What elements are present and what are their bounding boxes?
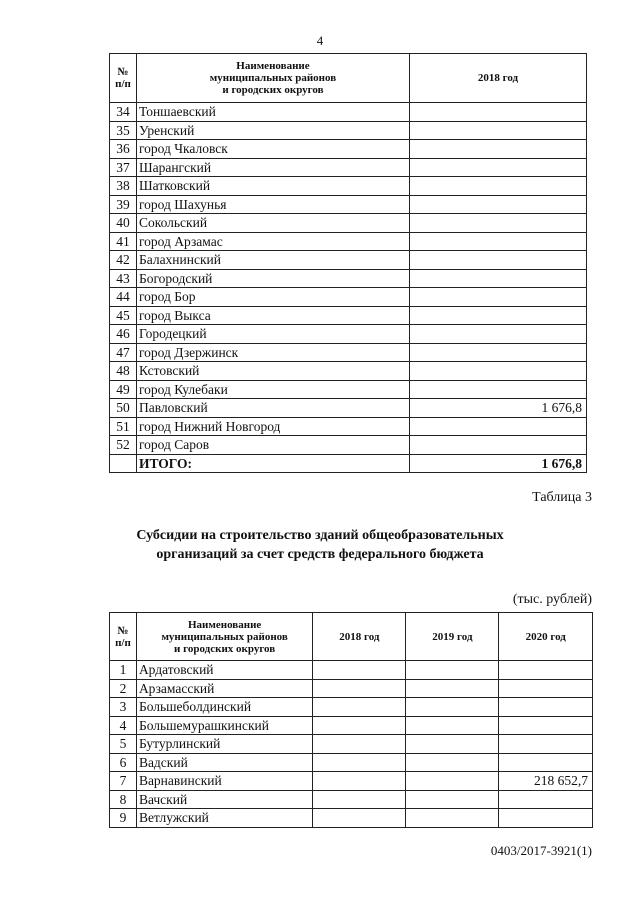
district-name: Богородский — [136, 269, 409, 288]
row-number: 49 — [110, 380, 137, 399]
value-2018 — [313, 790, 406, 809]
row-number: 48 — [110, 362, 137, 381]
subsidy-table-continued — [109, 53, 587, 473]
row-number: 38 — [110, 177, 137, 196]
table1-header-num-label: № п/п — [115, 66, 131, 90]
table2-header-2020: 2020 год — [499, 613, 593, 661]
row-number: 45 — [110, 306, 137, 325]
row-number: 52 — [110, 436, 137, 455]
table1-total-row — [110, 454, 587, 473]
table1-header-name-line1: Наименование — [236, 60, 310, 72]
district-name: Шарангский — [136, 158, 409, 177]
district-name: город Чкаловск — [136, 140, 409, 159]
table1-header-name-line2: муниципальных районов — [209, 72, 337, 84]
row-number: 47 — [110, 343, 137, 362]
row-number: 35 — [110, 121, 137, 140]
table-3-label: Таблица 3 — [532, 490, 592, 505]
value-2020 — [499, 735, 593, 754]
value-2020: 218 652,7 — [499, 772, 593, 791]
district-name: Вадский — [136, 753, 312, 772]
table-row — [110, 417, 587, 436]
value-2018 — [313, 716, 406, 735]
value-2019 — [406, 735, 499, 754]
table2-header-name-line2: муниципальных районов — [161, 630, 288, 643]
table2-header-2019: 2019 год — [406, 613, 499, 661]
district-name: город Бор — [136, 288, 409, 307]
value-2018 — [409, 269, 586, 288]
row-number: 50 — [110, 399, 137, 418]
value-2020 — [499, 679, 593, 698]
row-number: 39 — [110, 195, 137, 214]
row-number: 6 — [110, 753, 137, 772]
district-name: город Нижний Новгород — [136, 417, 409, 436]
table2-header-num-label: № п/п — [115, 624, 131, 649]
value-2018 — [409, 232, 586, 251]
table-row — [110, 158, 587, 177]
table-3-title-line1: Субсидии на строительство зданий общеобразовательных — [136, 528, 504, 543]
row-number: 46 — [110, 325, 137, 344]
row-number: 8 — [110, 790, 137, 809]
value-2018 — [313, 735, 406, 754]
table2-header-row — [110, 613, 593, 661]
table2-header-name-line3: и городских округов — [174, 642, 276, 655]
subsidy-table-3 — [109, 612, 593, 828]
district-name: Павловский — [136, 399, 409, 418]
value-2018 — [409, 306, 586, 325]
table-row — [110, 753, 593, 772]
value-2019 — [406, 790, 499, 809]
table-row — [110, 232, 587, 251]
district-name: город Шахунья — [136, 195, 409, 214]
table-row — [110, 399, 587, 418]
district-name: Сокольский — [136, 214, 409, 233]
row-number: 3 — [110, 698, 137, 717]
table-row — [110, 251, 587, 270]
table-row — [110, 772, 593, 791]
row-number: 41 — [110, 232, 137, 251]
table-row — [110, 716, 593, 735]
district-name: город Арзамас — [136, 232, 409, 251]
district-name: Арзамасский — [136, 679, 312, 698]
table1-header-row — [110, 54, 587, 103]
district-name: Варнавинский — [136, 772, 312, 791]
page-number: 4 — [316, 33, 324, 48]
row-number: 37 — [110, 158, 137, 177]
row-number: 7 — [110, 772, 137, 791]
row-number: 4 — [110, 716, 137, 735]
row-number: 5 — [110, 735, 137, 754]
table1-total-num — [110, 454, 137, 473]
district-name: Ветлужский — [136, 809, 312, 828]
row-number: 40 — [110, 214, 137, 233]
table-row — [110, 679, 593, 698]
table-row — [110, 325, 587, 344]
value-2020 — [499, 809, 593, 828]
table2-header-2018: 2018 год — [313, 613, 406, 661]
value-2018: 1 676,8 — [409, 399, 586, 418]
document-code: 0403/2017-3921(1) — [490, 843, 592, 858]
table-row — [110, 177, 587, 196]
value-2020 — [499, 716, 593, 735]
district-name: Городецкий — [136, 325, 409, 344]
table1-total-2018: 1 676,8 — [409, 454, 586, 473]
table-3-title-line2: организаций за счет средств федерального бюджета — [156, 547, 484, 562]
table-row — [110, 306, 587, 325]
district-name: город Выкса — [136, 306, 409, 325]
table-row — [110, 288, 587, 307]
table2-header-name — [136, 613, 312, 661]
table2-header-name-line1: Наименование — [187, 618, 262, 631]
row-number: 1 — [110, 661, 137, 680]
table-row — [110, 214, 587, 233]
value-2019 — [406, 679, 499, 698]
table2-header-num — [110, 613, 137, 661]
district-name: Бутурлинский — [136, 735, 312, 754]
row-number: 42 — [110, 251, 137, 270]
value-2018 — [409, 103, 586, 122]
value-2018 — [409, 288, 586, 307]
district-name: Вачский — [136, 790, 312, 809]
row-number: 9 — [110, 809, 137, 828]
value-2018 — [409, 140, 586, 159]
row-number: 34 — [110, 103, 137, 122]
value-2019 — [406, 661, 499, 680]
table-row — [110, 140, 587, 159]
value-2018 — [313, 698, 406, 717]
table-row — [110, 103, 587, 122]
district-name: Кстовский — [136, 362, 409, 381]
table-row — [110, 343, 587, 362]
table-row — [110, 809, 593, 828]
district-name: Шатковский — [136, 177, 409, 196]
table-row — [110, 121, 587, 140]
table-row — [110, 661, 593, 680]
value-2018 — [313, 679, 406, 698]
row-number: 44 — [110, 288, 137, 307]
value-2019 — [406, 698, 499, 717]
units-label: (тыс. рублей) — [512, 592, 592, 607]
value-2018 — [409, 121, 586, 140]
value-2018 — [313, 809, 406, 828]
district-name: город Кулебаки — [136, 380, 409, 399]
table-row — [110, 436, 587, 455]
table-row — [110, 698, 593, 717]
value-2020 — [499, 790, 593, 809]
value-2018 — [409, 380, 586, 399]
value-2018 — [409, 214, 586, 233]
value-2018 — [409, 158, 586, 177]
value-2018 — [409, 325, 586, 344]
value-2018 — [409, 417, 586, 436]
district-name: Тоншаевский — [136, 103, 409, 122]
table-row — [110, 790, 593, 809]
value-2019 — [406, 809, 499, 828]
table-3-title — [0, 526, 640, 564]
value-2018 — [409, 251, 586, 270]
row-number: 51 — [110, 417, 137, 436]
table2-body — [110, 661, 593, 828]
table1-header-num — [110, 54, 137, 103]
table1-header-name-line3: и городских округов — [222, 84, 324, 96]
table-row — [110, 362, 587, 381]
table-row — [110, 195, 587, 214]
value-2018 — [313, 753, 406, 772]
table1-body — [110, 103, 587, 455]
value-2020 — [499, 753, 593, 772]
row-number: 2 — [110, 679, 137, 698]
value-2018 — [409, 195, 586, 214]
district-name: Ардатовский — [136, 661, 312, 680]
district-name: город Дзержинск — [136, 343, 409, 362]
district-name: Большемурашкинский — [136, 716, 312, 735]
value-2018 — [409, 436, 586, 455]
value-2018 — [409, 343, 586, 362]
district-name: город Саров — [136, 436, 409, 455]
value-2018 — [409, 177, 586, 196]
value-2018 — [313, 661, 406, 680]
value-2018 — [313, 772, 406, 791]
value-2019 — [406, 716, 499, 735]
table1-header-2018: 2018 год — [409, 54, 586, 103]
value-2018 — [409, 362, 586, 381]
row-number: 43 — [110, 269, 137, 288]
row-number: 36 — [110, 140, 137, 159]
table-row — [110, 735, 593, 754]
district-name: Большеболдинский — [136, 698, 312, 717]
value-2019 — [406, 772, 499, 791]
district-name: Балахнинский — [136, 251, 409, 270]
value-2020 — [499, 698, 593, 717]
table1-total-label: ИТОГО: — [136, 454, 409, 473]
table-row — [110, 380, 587, 399]
value-2020 — [499, 661, 593, 680]
district-name: Уренский — [136, 121, 409, 140]
table-row — [110, 269, 587, 288]
value-2019 — [406, 753, 499, 772]
table1-header-name — [136, 54, 409, 103]
